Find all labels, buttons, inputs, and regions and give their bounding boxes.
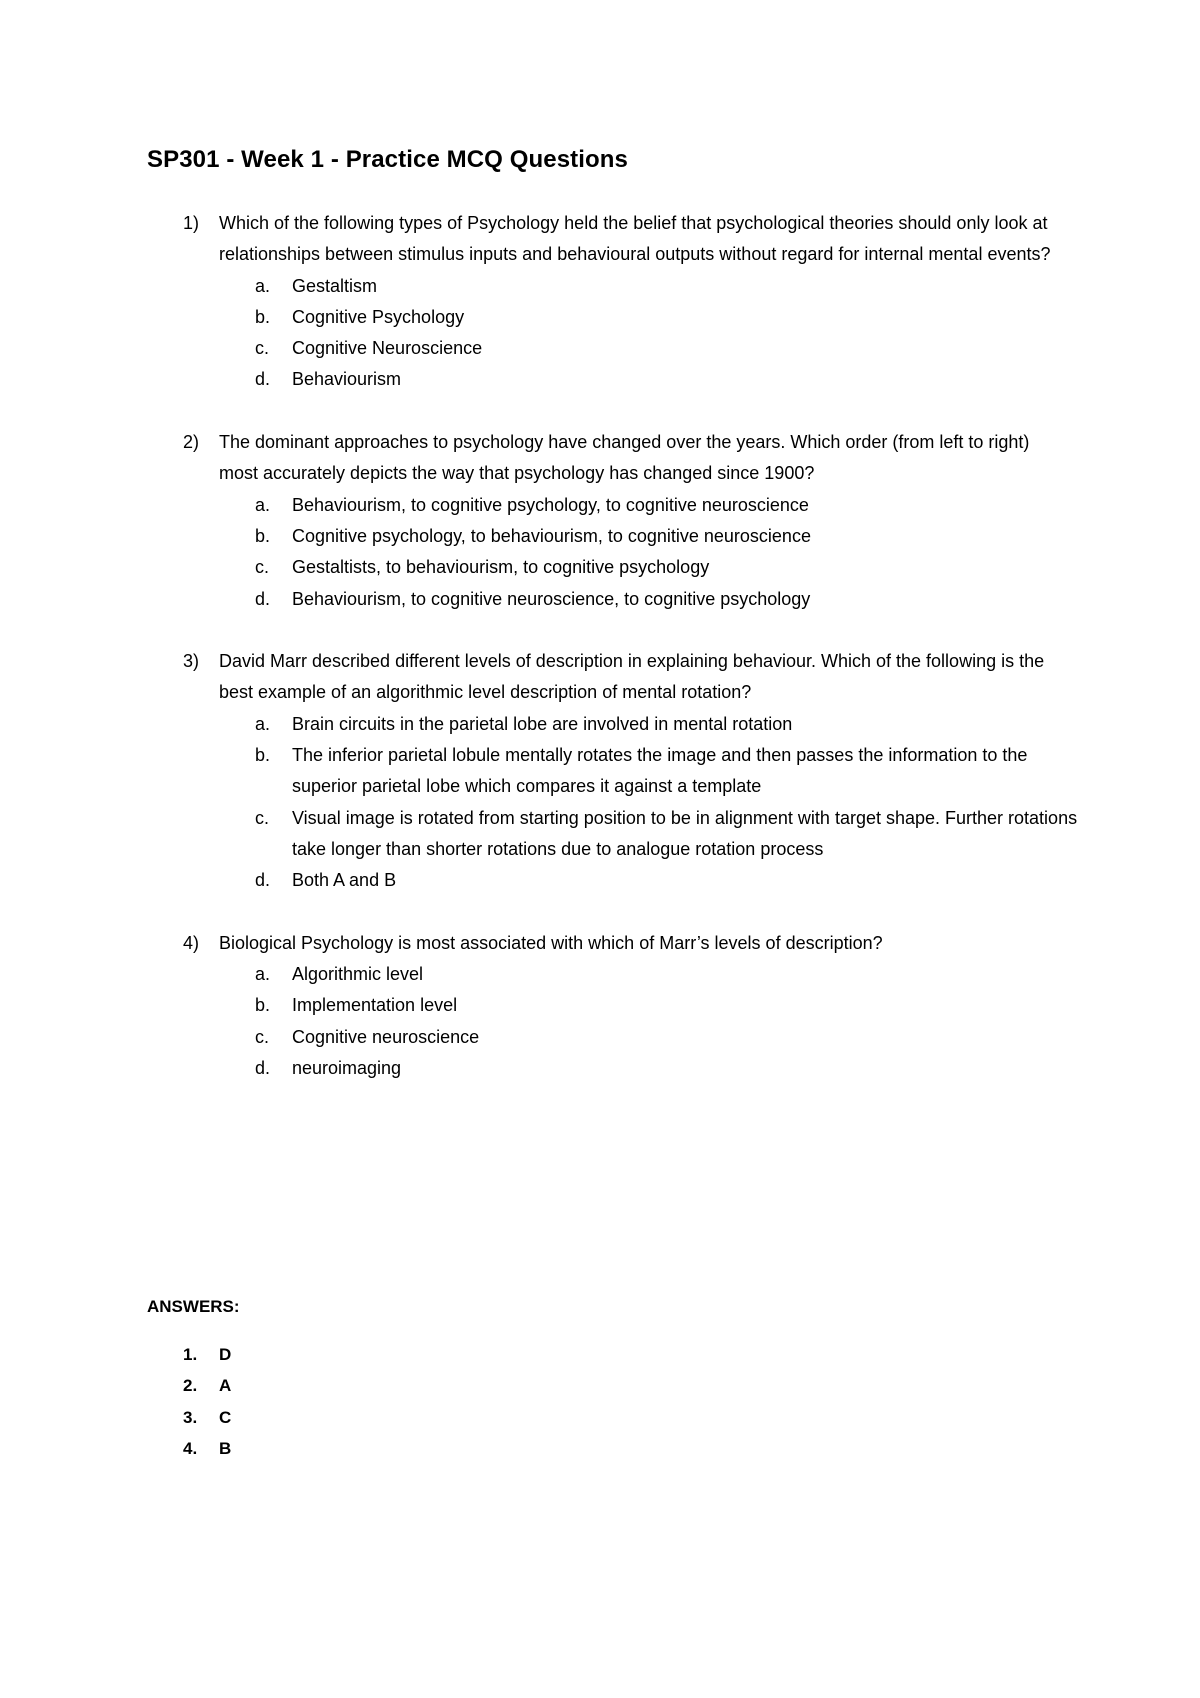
option-text: Behaviourism bbox=[292, 369, 402, 390]
question-item bbox=[0, 646, 1200, 896]
option-text: Gestaltism bbox=[292, 275, 378, 296]
option-text: Cognitive psychology, to behaviourism, to cognitive neuroscience bbox=[292, 525, 811, 546]
option-item bbox=[0, 803, 1200, 866]
answer-item bbox=[0, 1433, 1200, 1464]
question-number: 2) bbox=[183, 432, 200, 453]
option-text: Algorithmic level bbox=[292, 964, 424, 985]
question-number: 3) bbox=[183, 651, 200, 672]
option-text: Cognitive neuroscience bbox=[292, 1026, 480, 1047]
option-letter: c. bbox=[255, 1026, 270, 1047]
option-letter: b. bbox=[255, 995, 271, 1016]
option-letter: c. bbox=[255, 338, 270, 359]
option-letter: d. bbox=[255, 588, 271, 609]
answers-heading: ANSWERS: bbox=[147, 1297, 240, 1316]
option-item bbox=[0, 490, 1200, 521]
option-list bbox=[0, 271, 1200, 396]
option-item bbox=[0, 521, 1200, 552]
option-text: Gestaltists, to behaviourism, to cognitive psychology bbox=[292, 557, 710, 578]
option-list bbox=[0, 959, 1200, 1084]
option-text: Both A and B bbox=[292, 870, 397, 891]
option-item bbox=[0, 709, 1200, 740]
option-text: Visual image is rotated from starting position to be in alignment with target shape. Further rotations take longer than shorter rotations due to analogue rotation process bbox=[292, 807, 1078, 859]
option-item bbox=[0, 552, 1200, 583]
option-item bbox=[0, 1053, 1200, 1084]
option-text: The inferior parietal lobule mentally rotates the image and then passes the information to the superior parietal lobe which compares it against a template bbox=[292, 745, 1028, 797]
question-text: Biological Psychology is most associated with which of Marr’s levels of description? bbox=[219, 932, 883, 953]
question-item bbox=[0, 928, 1200, 1084]
option-item bbox=[0, 333, 1200, 364]
answer-number: 2. bbox=[183, 1376, 198, 1396]
option-item bbox=[0, 271, 1200, 302]
option-letter: a. bbox=[255, 964, 271, 985]
option-text: Behaviourism, to cognitive neuroscience, to cognitive psychology bbox=[292, 588, 811, 609]
question-number: 1) bbox=[183, 213, 200, 233]
option-text: Implementation level bbox=[292, 995, 458, 1016]
option-text: neuroimaging bbox=[292, 1058, 402, 1079]
option-letter: b. bbox=[255, 525, 271, 546]
option-item bbox=[0, 364, 1200, 395]
option-letter: d. bbox=[255, 1058, 271, 1079]
option-list bbox=[0, 709, 1200, 897]
question-text: The dominant approaches to psychology have changed over the years. Which order (from left to right) most accurately depicts the way that psychology has changed since 1900? bbox=[219, 432, 1030, 484]
option-text: Cognitive Psychology bbox=[292, 306, 465, 327]
answer-value: A bbox=[219, 1376, 232, 1396]
question-number: 4) bbox=[183, 932, 200, 953]
option-text: Brain circuits in the parietal lobe are involved in mental rotation bbox=[292, 713, 793, 734]
option-item bbox=[0, 865, 1200, 896]
option-text: Cognitive Neuroscience bbox=[292, 338, 483, 359]
option-letter: a. bbox=[255, 713, 271, 734]
option-letter: a. bbox=[255, 275, 271, 296]
option-letter: c. bbox=[255, 557, 270, 578]
question-text: David Marr described different levels of description in explaining behaviour. Which of the following is the best example of an algorithmic level description of mental rotation? bbox=[219, 651, 1045, 703]
option-letter: d. bbox=[255, 369, 271, 390]
answer-list bbox=[0, 1339, 1200, 1464]
answer-number: 4. bbox=[183, 1438, 198, 1458]
option-item bbox=[0, 959, 1200, 990]
option-item bbox=[0, 584, 1200, 615]
option-letter: a. bbox=[255, 494, 271, 515]
question-item bbox=[0, 427, 1200, 615]
question-text: Which of the following types of Psychology held the belief that psychological theories should only look at relationships between stimulus inputs and behavioural outputs without regard for internal mental events? bbox=[219, 213, 1051, 265]
answer-value: C bbox=[219, 1407, 232, 1427]
answer-value: D bbox=[219, 1345, 232, 1364]
option-item bbox=[0, 1022, 1200, 1053]
option-letter: c. bbox=[255, 807, 270, 828]
option-text: Behaviourism, to cognitive psychology, to cognitive neuroscience bbox=[292, 494, 809, 515]
option-item bbox=[0, 302, 1200, 333]
answer-item bbox=[0, 1370, 1200, 1401]
question-item bbox=[0, 208, 1200, 396]
option-letter: d. bbox=[255, 870, 271, 891]
answer-value: B bbox=[219, 1438, 232, 1458]
option-item bbox=[0, 990, 1200, 1021]
answer-number: 1. bbox=[183, 1345, 198, 1364]
answer-item bbox=[0, 1402, 1200, 1433]
question-list bbox=[0, 208, 1200, 1116]
option-letter: b. bbox=[255, 745, 271, 766]
page-title: SP301 - Week 1 - Practice MCQ Questions bbox=[147, 146, 628, 173]
option-letter: b. bbox=[255, 306, 271, 327]
answer-number: 3. bbox=[183, 1407, 198, 1427]
answer-item bbox=[0, 1339, 1200, 1370]
option-list bbox=[0, 490, 1200, 615]
option-item bbox=[0, 740, 1200, 803]
